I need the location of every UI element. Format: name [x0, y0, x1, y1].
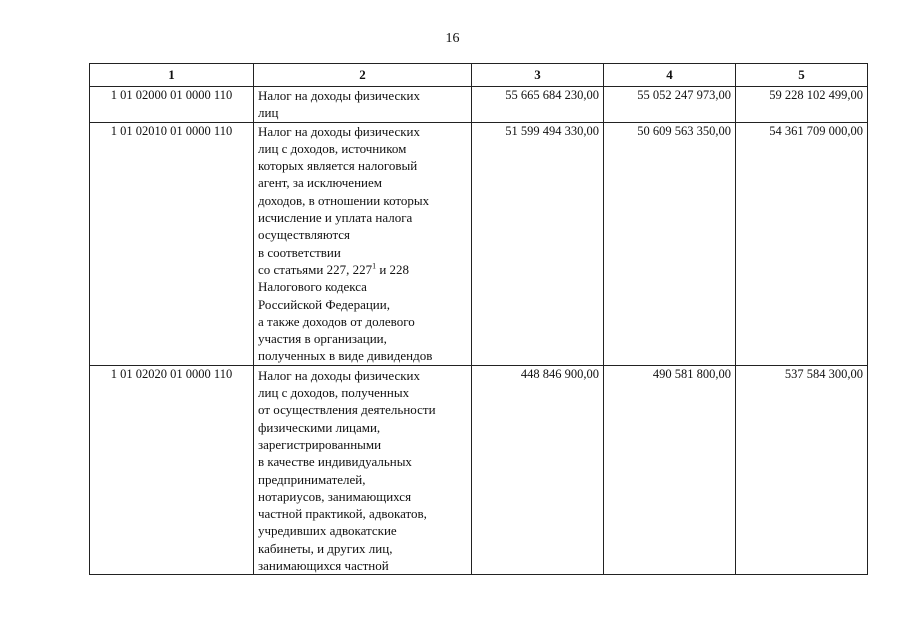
amount-col-4: 55 052 247 973,00 — [604, 87, 736, 123]
article-superscript: 1 — [372, 261, 377, 271]
classification-code: 1 01 02020 01 0000 110 — [90, 365, 254, 575]
income-name-line: которых является налоговый — [258, 158, 418, 174]
income-name-line: зарегистрированными — [258, 436, 382, 452]
income-name — [254, 87, 472, 123]
income-name-line: Налогового кодекса — [258, 279, 367, 295]
income-name-line: лиц — [258, 105, 279, 121]
amount-col-3: 55 665 684 230,00 — [472, 87, 604, 123]
table-row — [90, 87, 868, 123]
amount-col-3: 448 846 900,00 — [472, 365, 604, 575]
income-name-line: кабинеты, и других лиц, — [258, 540, 393, 556]
income-name-line: Налог на доходы физических — [258, 367, 420, 383]
income-name-line: Налог на доходы физических — [258, 123, 420, 139]
income-name-line: доходов, в отношении которых — [258, 192, 430, 208]
income-name-line: физическими лицами, — [258, 419, 381, 435]
income-name-line: полученных в виде дивидендов — [258, 348, 433, 364]
income-name-line: а также доходов от долевого — [258, 313, 415, 329]
column-header-5: 5 — [736, 64, 868, 87]
amount-col-3: 51 599 494 330,00 — [472, 122, 604, 365]
income-name-line: участия в организации, — [258, 331, 387, 347]
income-name-line-with-superscript — [258, 261, 467, 278]
column-header-1: 1 — [90, 64, 254, 87]
column-header-3: 3 — [472, 64, 604, 87]
income-name-line: лиц с доходов, источником — [258, 140, 407, 156]
classification-code: 1 01 02000 01 0000 110 — [90, 87, 254, 123]
amount-col-5: 54 361 709 000,00 — [736, 122, 868, 365]
income-name — [254, 122, 472, 365]
income-name-line: Российской Федерации, — [258, 296, 390, 312]
income-name-line-part: и 228 — [376, 261, 410, 277]
income-name-line: лиц с доходов, полученных — [258, 385, 410, 401]
amount-col-5: 59 228 102 499,00 — [736, 87, 868, 123]
column-header-4: 4 — [604, 64, 736, 87]
classification-code: 1 01 02010 01 0000 110 — [90, 122, 254, 365]
income-name — [254, 365, 472, 575]
income-name-line: занимающихся частной — [258, 558, 389, 574]
income-name-line: предпринимателей, — [258, 471, 366, 487]
page-number: 16 — [445, 31, 460, 46]
table-header-row — [90, 64, 868, 87]
table-row — [90, 365, 868, 575]
income-name-line: в качестве индивидуальных — [258, 454, 412, 470]
amount-col-4: 490 581 800,00 — [604, 365, 736, 575]
budget-table — [89, 63, 868, 575]
table-row — [90, 122, 868, 365]
income-name-line: от осуществления деятельности — [258, 402, 436, 418]
income-name-line: исчисление и уплата налога — [258, 210, 413, 226]
income-name-line: в соответствии — [258, 244, 341, 260]
income-name-line: частной практикой, адвокатов, — [258, 506, 427, 522]
amount-col-5: 537 584 300,00 — [736, 365, 868, 575]
income-name-line-part: со статьями 227, 227 — [258, 261, 373, 277]
income-name-line: агент, за исключением — [258, 175, 382, 191]
income-name-line: учредивших адвокатские — [258, 523, 397, 539]
income-name-line: Налог на доходы физических — [258, 88, 420, 103]
amount-col-4: 50 609 563 350,00 — [604, 122, 736, 365]
income-name-line: осуществляются — [258, 227, 351, 243]
income-name-line: нотариусов, занимающихся — [258, 488, 412, 504]
column-header-2: 2 — [254, 64, 472, 87]
